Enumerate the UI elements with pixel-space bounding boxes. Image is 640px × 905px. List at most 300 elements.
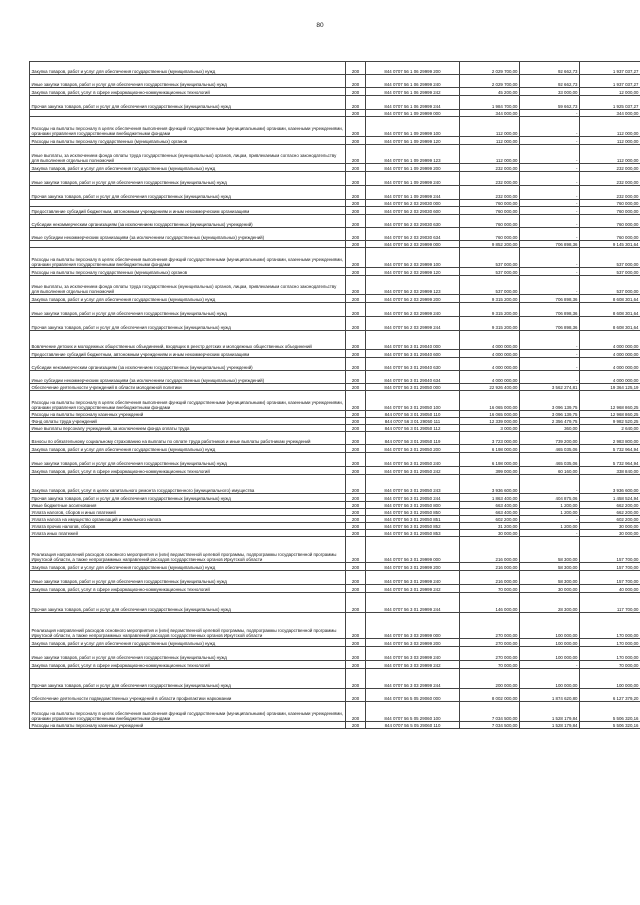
row-code: 200 — [346, 62, 366, 75]
row-code: 200 — [346, 186, 366, 200]
row-code: 200 — [346, 248, 366, 268]
row-exec: 1 200,00 — [520, 502, 580, 509]
row-rest: 9 982 520,25 — [580, 418, 640, 425]
row-kbk: 844 0707 56 3 01 29999 244 — [366, 593, 460, 613]
row-code: 200 — [346, 537, 366, 563]
row-rest: 6 127 379,20 — [580, 689, 640, 702]
row-rest: 117 700,00 — [580, 593, 640, 613]
row-rest: 760 000,00 — [580, 200, 640, 207]
row-plan: 45 200,00 — [460, 88, 520, 96]
row-code: 200 — [346, 502, 366, 509]
row-exec: - — [520, 350, 580, 358]
row-rest: 12 000,00 — [580, 88, 640, 96]
row-name: Прочая закупка товаров, работ и услуг для обеспечения государственных (муниципальных) нужд — [30, 593, 346, 613]
row-plan: 3 936 600,00 — [460, 475, 520, 494]
row-plan: 663 400,00 — [460, 502, 520, 509]
table-row — [30, 331, 640, 350]
row-rest: 8 608 301,64 — [580, 303, 640, 317]
row-plan: 537 000,00 — [460, 268, 520, 276]
row-kbk: 844 0707 56 2 03 29999 100 — [366, 248, 460, 268]
row-rest: 1 937 037,27 — [580, 62, 640, 75]
row-kbk: 844 0707 56 1 09 29999 240 — [366, 172, 460, 186]
row-exec: 465 035,06 — [520, 453, 580, 467]
row-code: 200 — [346, 241, 366, 248]
row-plan: 4 000 000,00 — [460, 358, 520, 371]
row-code: 200 — [346, 593, 366, 613]
row-plan: 2 029 700,00 — [460, 75, 520, 88]
row-name: Закупка товаров, работ и услуг для обеспечения государственных (муниципальных) нужд — [30, 563, 346, 571]
row-plan: 4 000 000,00 — [460, 331, 520, 350]
row-name: Прочая закупка товаров, работ и услуг для обеспечения государственных (муниципальных) нужд — [30, 669, 346, 689]
row-plan: 4 000 000,00 — [460, 371, 520, 384]
row-plan: 3 000,00 — [460, 425, 520, 432]
row-rest: 157 700,00 — [580, 563, 640, 571]
row-name: Иные выплаты, за исключением фонда оплаты труда государственных (муниципальных) органов, лицам, привлекаемым согласно законодательству для выполнения отдельных полномочий — [30, 145, 346, 164]
row-code: 200 — [346, 702, 366, 722]
row-code: 200 — [346, 75, 366, 88]
row-kbk: 844 0707 56 2 03 29030 000 — [366, 200, 460, 207]
table-row — [30, 593, 640, 613]
row-exec: - — [520, 200, 580, 207]
row-rest: 9 145 301,64 — [580, 241, 640, 248]
row-kbk: 844 0707 56 2 03 29999 123 — [366, 276, 460, 295]
table-row — [30, 523, 640, 530]
row-code: 200 — [346, 467, 366, 475]
row-rest: 8 608 301,64 — [580, 317, 640, 331]
budget-table — [29, 61, 640, 729]
row-kbk: 844 0707 56 3 03 29999 242 — [366, 661, 460, 669]
row-plan: 22 926 400,00 — [460, 384, 520, 391]
table-row — [30, 276, 640, 295]
row-plan: 16 065 000,00 — [460, 411, 520, 418]
table-row — [30, 509, 640, 516]
row-rest: 112 000,00 — [580, 137, 640, 145]
table-row — [30, 200, 640, 207]
row-plan: 112 000,00 — [460, 145, 520, 164]
table-row — [30, 639, 640, 647]
row-code: 200 — [346, 639, 366, 647]
row-exec: 60 160,00 — [520, 467, 580, 475]
row-exec: 3 562 274,81 — [520, 384, 580, 391]
row-rest: 338 840,00 — [580, 467, 640, 475]
row-code: 200 — [346, 391, 366, 411]
row-kbk: 844 0707 56 2 03 29999 244 — [366, 317, 460, 331]
row-code: 200 — [346, 207, 366, 215]
row-rest: 662 200,00 — [580, 509, 640, 516]
row-plan: 232 000,00 — [460, 164, 520, 172]
row-name: Иные закупки товаров, работ и услуг для обеспечения государственных (муниципальных) нужд — [30, 647, 346, 661]
row-code: 200 — [346, 303, 366, 317]
row-name: Обеспечение деятельности учреждений в области молодежной политики — [30, 384, 346, 391]
row-exec: - — [520, 268, 580, 276]
row-exec: 404 875,06 — [520, 494, 580, 502]
table-row — [30, 215, 640, 228]
row-kbk: 844 0707 56 1 09 29999 120 — [366, 137, 460, 145]
row-rest: 1 937 037,27 — [580, 75, 640, 88]
row-exec: 706 898,36 — [520, 317, 580, 331]
row-kbk: 844 0707 56 5 05 29060 100 — [366, 702, 460, 722]
row-name: Фонд оплаты труда учреждений — [30, 418, 346, 425]
row-code: 200 — [346, 494, 366, 502]
row-code: 200 — [346, 228, 366, 241]
row-exec: 100 000,00 — [520, 613, 580, 639]
row-name: Расходы на выплаты персоналу в целях обеспечения выполнения функций государственными (муниципальными) органами, казенными учреждениями, органами управления государственными внебюджетными фондами — [30, 702, 346, 722]
row-kbk: 844 0707 56 3 01 29050 853 — [366, 530, 460, 537]
row-kbk: 844 0707 56 3 01 29050 000 — [366, 384, 460, 391]
table-row — [30, 432, 640, 445]
row-plan: 112 000,00 — [460, 117, 520, 137]
row-plan: 537 000,00 — [460, 276, 520, 295]
row-name: Расходы на выплаты персоналу в целях обеспечения выполнения функций государственными (муниципальными) органами, казенными учреждениями, органами управления государственными внебюджетными фондами — [30, 117, 346, 137]
row-rest: 170 000,00 — [580, 647, 640, 661]
row-rest: 12 968 860,25 — [580, 391, 640, 411]
table-row — [30, 445, 640, 453]
row-plan: 663 400,00 — [460, 509, 520, 516]
row-code: 200 — [346, 137, 366, 145]
row-exec: 1 528 179,84 — [520, 722, 580, 729]
row-code: 200 — [346, 145, 366, 164]
row-kbk: 844 0707 56 3 01 29999 242 — [366, 585, 460, 593]
row-exec: 59 662,73 — [520, 96, 580, 110]
table-row — [30, 268, 640, 276]
row-exec: - — [520, 358, 580, 371]
row-kbk: 844 0707 56 1 09 29999 244 — [366, 186, 460, 200]
row-plan: 216 000,00 — [460, 537, 520, 563]
row-exec: 100 000,00 — [520, 669, 580, 689]
row-code: 200 — [346, 371, 366, 384]
row-rest: 344 000,00 — [580, 110, 640, 117]
table-row — [30, 137, 640, 145]
row-plan: 602 200,00 — [460, 516, 520, 523]
table-row — [30, 467, 640, 475]
row-exec: 360,00 — [520, 425, 580, 432]
row-name: Расходы на выплаты персоналу в целях обеспечения выполнения функций государственными (муниципальными) органами, казенными учреждениями, органами управления государственными внебюджетными фондами — [30, 248, 346, 268]
row-exec: - — [520, 661, 580, 669]
row-rest: 1 458 524,94 — [580, 494, 640, 502]
row-plan: 232 000,00 — [460, 172, 520, 186]
row-exec: - — [520, 276, 580, 295]
row-rest: 70 000,00 — [580, 661, 640, 669]
table-row — [30, 537, 640, 563]
row-rest: 12 968 860,25 — [580, 411, 640, 418]
row-exec: - — [520, 215, 580, 228]
row-plan: 31 200,00 — [460, 523, 520, 530]
row-plan: 6 198 000,00 — [460, 445, 520, 453]
row-code: 200 — [346, 722, 366, 729]
row-exec: - — [520, 228, 580, 241]
row-code: 200 — [346, 445, 366, 453]
row-code: 200 — [346, 432, 366, 445]
row-kbk: 844 0707 56 3 01 29040 630 — [366, 358, 460, 371]
table-row — [30, 295, 640, 303]
row-rest: 760 000,00 — [580, 207, 640, 215]
row-plan: 8 002 000,00 — [460, 689, 520, 702]
row-plan: 216 000,00 — [460, 571, 520, 585]
row-rest: 4 000 000,00 — [580, 331, 640, 350]
row-code: 200 — [346, 647, 366, 661]
row-exec: 706 898,36 — [520, 303, 580, 317]
row-rest: 232 000,00 — [580, 172, 640, 186]
row-code: 200 — [346, 96, 366, 110]
row-name: Прочая закупка товаров, работ и услуг для обеспечения государственных (муниципальных) нужд — [30, 317, 346, 331]
table-row — [30, 647, 640, 661]
row-rest: 760 000,00 — [580, 228, 640, 241]
row-plan: 1 984 700,00 — [460, 96, 520, 110]
row-name: Иные субсидии некоммерческим организациям (за исключением государственных (муниципальных) учреждений) — [30, 228, 346, 241]
row-kbk: 844 0707 56 5 05 29060 110 — [366, 722, 460, 729]
table-row — [30, 494, 640, 502]
row-exec: 3 096 139,75 — [520, 411, 580, 418]
row-kbk: 844 0707 56 3 03 29999 000 — [366, 613, 460, 639]
row-name: Расходы на выплаты персоналу в целях обеспечения выполнения функций государственными (муниципальными) органами, казенными учреждениями, органами управления государственными внебюджетными фондами — [30, 391, 346, 411]
row-plan: 270 000,00 — [460, 613, 520, 639]
row-name: Иные субсидии некоммерческим организациям (за исключением государственных (муниципальных) учреждений) — [30, 371, 346, 384]
row-plan: 112 000,00 — [460, 137, 520, 145]
row-name: Иные закупки товаров, работ и услуг для обеспечения государственных (муниципальных) нужд — [30, 571, 346, 585]
row-code: 200 — [346, 331, 366, 350]
row-name: Закупка товаров, работ и услуг для обеспечения государственных (муниципальных) нужд — [30, 62, 346, 75]
row-rest: 112 000,00 — [580, 117, 640, 137]
row-code: 200 — [346, 689, 366, 702]
row-name: Расходы на выплаты персоналу государственных (муниципальных) органов — [30, 137, 346, 145]
row-code: 200 — [346, 613, 366, 639]
row-plan: 760 000,00 — [460, 215, 520, 228]
table-row — [30, 88, 640, 96]
row-name: Иные закупки товаров, работ и услуг для обеспечения государственных (муниципальных) нужд — [30, 453, 346, 467]
row-code: 200 — [346, 117, 366, 137]
table-row — [30, 475, 640, 494]
row-name: Закупка товаров, работ и услуг для обеспечения государственных (муниципальных) нужд — [30, 295, 346, 303]
row-rest: 4 000 000,00 — [580, 358, 640, 371]
row-rest: 537 000,00 — [580, 268, 640, 276]
row-exec: 1 874 620,80 — [520, 689, 580, 702]
row-name: Прочая закупка товаров, работ и услуг для обеспечения государственных (муниципальных) нужд — [30, 96, 346, 110]
row-plan: 270 000,00 — [460, 647, 520, 661]
table-row — [30, 384, 640, 391]
row-kbk: 844 0707 56 1 09 29999 200 — [366, 164, 460, 172]
row-kbk: 844 0707 56 2 03 29999 200 — [366, 295, 460, 303]
table-row — [30, 371, 640, 384]
row-kbk: 844 0707 56 3 01 29050 851 — [366, 516, 460, 523]
row-name: Вовлечение детских и молодежных общественных объединений, входящих в реестр детских и молодежных общественных объединений — [30, 331, 346, 350]
row-code: 200 — [346, 215, 366, 228]
row-kbk: 844 0707 56 3 01 29999 240 — [366, 571, 460, 585]
row-exec: - — [520, 248, 580, 268]
row-plan: 232 000,00 — [460, 186, 520, 200]
row-plan: 760 000,00 — [460, 228, 520, 241]
row-kbk: 844 0707 56 3 01 29050 244 — [366, 494, 460, 502]
row-kbk: 844 0707 56 3 01 29050 112 — [366, 425, 460, 432]
row-kbk: 844 0707 56 3 01 29050 850 — [366, 509, 460, 516]
row-kbk: 844 0707 56 2 03 29999 000 — [366, 241, 460, 248]
table-row — [30, 502, 640, 509]
page-number: 80 — [316, 22, 324, 29]
row-code: 200 — [346, 425, 366, 432]
row-code: 200 — [346, 661, 366, 669]
row-code: 200 — [346, 172, 366, 186]
table-row — [30, 613, 640, 639]
row-code: 200 — [346, 200, 366, 207]
row-code: 200 — [346, 317, 366, 331]
row-plan: 7 034 500,00 — [460, 702, 520, 722]
row-exec: 30 000,00 — [520, 585, 580, 593]
row-plan: 6 198 000,00 — [460, 453, 520, 467]
row-rest: 157 700,00 — [580, 571, 640, 585]
row-exec: 100 000,00 — [520, 647, 580, 661]
row-kbk: 844 0707 56 3 01 29999 000 — [366, 537, 460, 563]
row-rest: 537 000,00 — [580, 248, 640, 268]
row-exec: 92 662,73 — [520, 75, 580, 88]
row-kbk: 844 0707 56 2 03 29999 240 — [366, 303, 460, 317]
row-plan: 1 863 400,00 — [460, 494, 520, 502]
row-exec: - — [520, 137, 580, 145]
row-name: Субсидии некоммерческим организациям (за исключением государственных (муниципальных) учреждений) — [30, 358, 346, 371]
table-row — [30, 585, 640, 593]
row-kbk: 844 0707 56 1 06 29999 200 — [366, 62, 460, 75]
row-kbk: 844 0707 56 3 03 29999 240 — [366, 647, 460, 661]
row-kbk: 844 0707 56 2 03 29030 630 — [366, 215, 460, 228]
row-name: Реализация направлений расходов основного мероприятия и (или) ведомственной целевой программы, подпрограммы государственной программы Иркутской области, а также непрограммных направлений расходов государственных органов Иркутской области — [30, 537, 346, 563]
table-row — [30, 248, 640, 268]
row-rest: 30 000,00 — [580, 523, 640, 530]
row-name: Уплата налога на имущество организаций и земельного налога — [30, 516, 346, 523]
table-row — [30, 303, 640, 317]
row-exec: 739 200,00 — [520, 432, 580, 445]
row-code: 200 — [346, 268, 366, 276]
row-code: 200 — [346, 276, 366, 295]
row-plan: 9 315 200,00 — [460, 295, 520, 303]
row-exec: - — [520, 516, 580, 523]
row-kbk: 844 0707 56 3 01 29050 200 — [366, 445, 460, 453]
row-exec: - — [520, 530, 580, 537]
row-code: 200 — [346, 475, 366, 494]
row-exec: 100 000,00 — [520, 639, 580, 647]
row-exec: - — [520, 172, 580, 186]
table-row — [30, 516, 640, 523]
row-plan: 760 000,00 — [460, 200, 520, 207]
table-row — [30, 241, 640, 248]
row-plan: 146 000,00 — [460, 593, 520, 613]
row-code: 200 — [346, 530, 366, 537]
table-row — [30, 75, 640, 88]
row-name: Расходы на выплаты персоналу казенных учреждений — [30, 722, 346, 729]
row-code: 200 — [346, 384, 366, 391]
row-code: 200 — [346, 453, 366, 467]
row-name — [30, 200, 346, 207]
row-kbk: 844 0707 56 5 05 29060 000 — [366, 689, 460, 702]
table-row — [30, 145, 640, 164]
row-plan: 7 034 500,00 — [460, 722, 520, 729]
row-rest: 662 200,00 — [580, 502, 640, 509]
row-rest: 112 000,00 — [580, 145, 640, 164]
row-rest: 1 925 037,27 — [580, 96, 640, 110]
row-code: 200 — [346, 516, 366, 523]
row-kbk: 844 0707 56 3 01 29050 243 — [366, 475, 460, 494]
row-name: Закупка товаров, работ и услуг для обеспечения государственных (муниципальных) нужд — [30, 445, 346, 453]
row-exec: 28 300,00 — [520, 593, 580, 613]
row-kbk: 844 0707 56 3 01 29050 110 — [366, 411, 460, 418]
row-code: 200 — [346, 563, 366, 571]
row-name: Иные выплаты, за исключением фонда оплаты труда государственных (муниципальных) органов, лицам, привлекаемым согласно законодательству для выполнения отдельных полномочий — [30, 276, 346, 295]
row-rest: 157 700,00 — [580, 537, 640, 563]
row-kbk: 844 0707 56 3 01 29040 000 — [366, 331, 460, 350]
row-name: Закупка товаров, работ, услуг в сфере информационно-коммуникационных технологий — [30, 467, 346, 475]
row-exec: - — [520, 331, 580, 350]
row-name: Иные бюджетные ассигнования — [30, 502, 346, 509]
table-row — [30, 530, 640, 537]
row-kbk: 844 0707 56 3 01 29050 240 — [366, 453, 460, 467]
row-name: Закупка товаров, работ и услуг для обеспечения государственных (муниципальных) нужд — [30, 639, 346, 647]
row-name: Прочая закупка товаров, работ и услуг для обеспечения государственных (муниципальных) нужд — [30, 186, 346, 200]
row-name: Предоставление субсидий бюджетным, автономным учреждениям и иным некоммерческим организациям — [30, 207, 346, 215]
row-plan: 537 000,00 — [460, 248, 520, 268]
row-exec: 58 300,00 — [520, 571, 580, 585]
row-name: Расходы на выплаты персоналу казенных учреждений — [30, 411, 346, 418]
table-row — [30, 62, 640, 75]
row-code: 200 — [346, 523, 366, 530]
row-rest: 170 000,00 — [580, 613, 640, 639]
row-plan: 70 000,00 — [460, 661, 520, 669]
row-rest: 3 936 600,00 — [580, 475, 640, 494]
row-exec: - — [520, 371, 580, 384]
table-row — [30, 186, 640, 200]
row-code: 200 — [346, 571, 366, 585]
row-exec: - — [520, 186, 580, 200]
row-rest: 232 000,00 — [580, 164, 640, 172]
row-name: Уплата прочих налогов, сборов — [30, 523, 346, 530]
row-code: 200 — [346, 585, 366, 593]
table-row — [30, 110, 640, 117]
row-exec: - — [520, 164, 580, 172]
row-exec: 1 528 179,84 — [520, 702, 580, 722]
row-name — [30, 110, 346, 117]
row-kbk: 844 0707 56 1 06 29999 240 — [366, 75, 460, 88]
row-exec: - — [520, 110, 580, 117]
row-name: Уплата налогов, сборов и иных платежей — [30, 509, 346, 516]
row-rest: 30 000,00 — [580, 530, 640, 537]
row-kbk: 844 0707 56 3 01 29050 242 — [366, 467, 460, 475]
row-name: Иные закупки товаров, работ и услуг для обеспечения государственных (муниципальных) нужд — [30, 172, 346, 186]
row-kbk: 844 0707 56 1 09 29999 123 — [366, 145, 460, 164]
row-kbk: 844 0707 56 1 06 29999 244 — [366, 96, 460, 110]
row-rest: 8 608 301,64 — [580, 295, 640, 303]
row-exec: - — [520, 475, 580, 494]
row-name: Закупка товаров, работ и услуг для обеспечения государственных (муниципальных) нужд — [30, 164, 346, 172]
row-plan: 4 000 000,00 — [460, 350, 520, 358]
row-rest: 760 000,00 — [580, 215, 640, 228]
row-name: Закупка товаров, работ, услуг в сфере информационно-коммуникационных технологий — [30, 661, 346, 669]
table-row — [30, 418, 640, 425]
row-exec: 58 300,00 — [520, 537, 580, 563]
row-code: 200 — [346, 358, 366, 371]
row-plan: 9 852 200,00 — [460, 241, 520, 248]
row-code: 200 — [346, 350, 366, 358]
row-rest: 170 000,00 — [580, 639, 640, 647]
row-rest: 2 640,00 — [580, 425, 640, 432]
row-name: Иные выплаты персоналу учреждений, за исключением фонда оплаты труда — [30, 425, 346, 432]
row-kbk: 844 0707 56 2 03 29999 120 — [366, 268, 460, 276]
row-rest: 4 000 000,00 — [580, 350, 640, 358]
row-exec: - — [520, 117, 580, 137]
row-exec: 3 096 139,75 — [520, 391, 580, 411]
row-name: Взносы по обязательному социальному страхованию на выплаты по оплате труда работников и иные выплаты работникам учреждений — [30, 432, 346, 445]
row-exec: 2 356 479,75 — [520, 418, 580, 425]
row-name: Закупка товаров, работ, услуг в сфере информационно-коммуникационных технологий — [30, 585, 346, 593]
table-row — [30, 425, 640, 432]
row-code: 200 — [346, 509, 366, 516]
row-name: Закупка товаров, работ, услуг в целях капитального ремонта государственного (муниципального) имущества — [30, 475, 346, 494]
table-row — [30, 164, 640, 172]
